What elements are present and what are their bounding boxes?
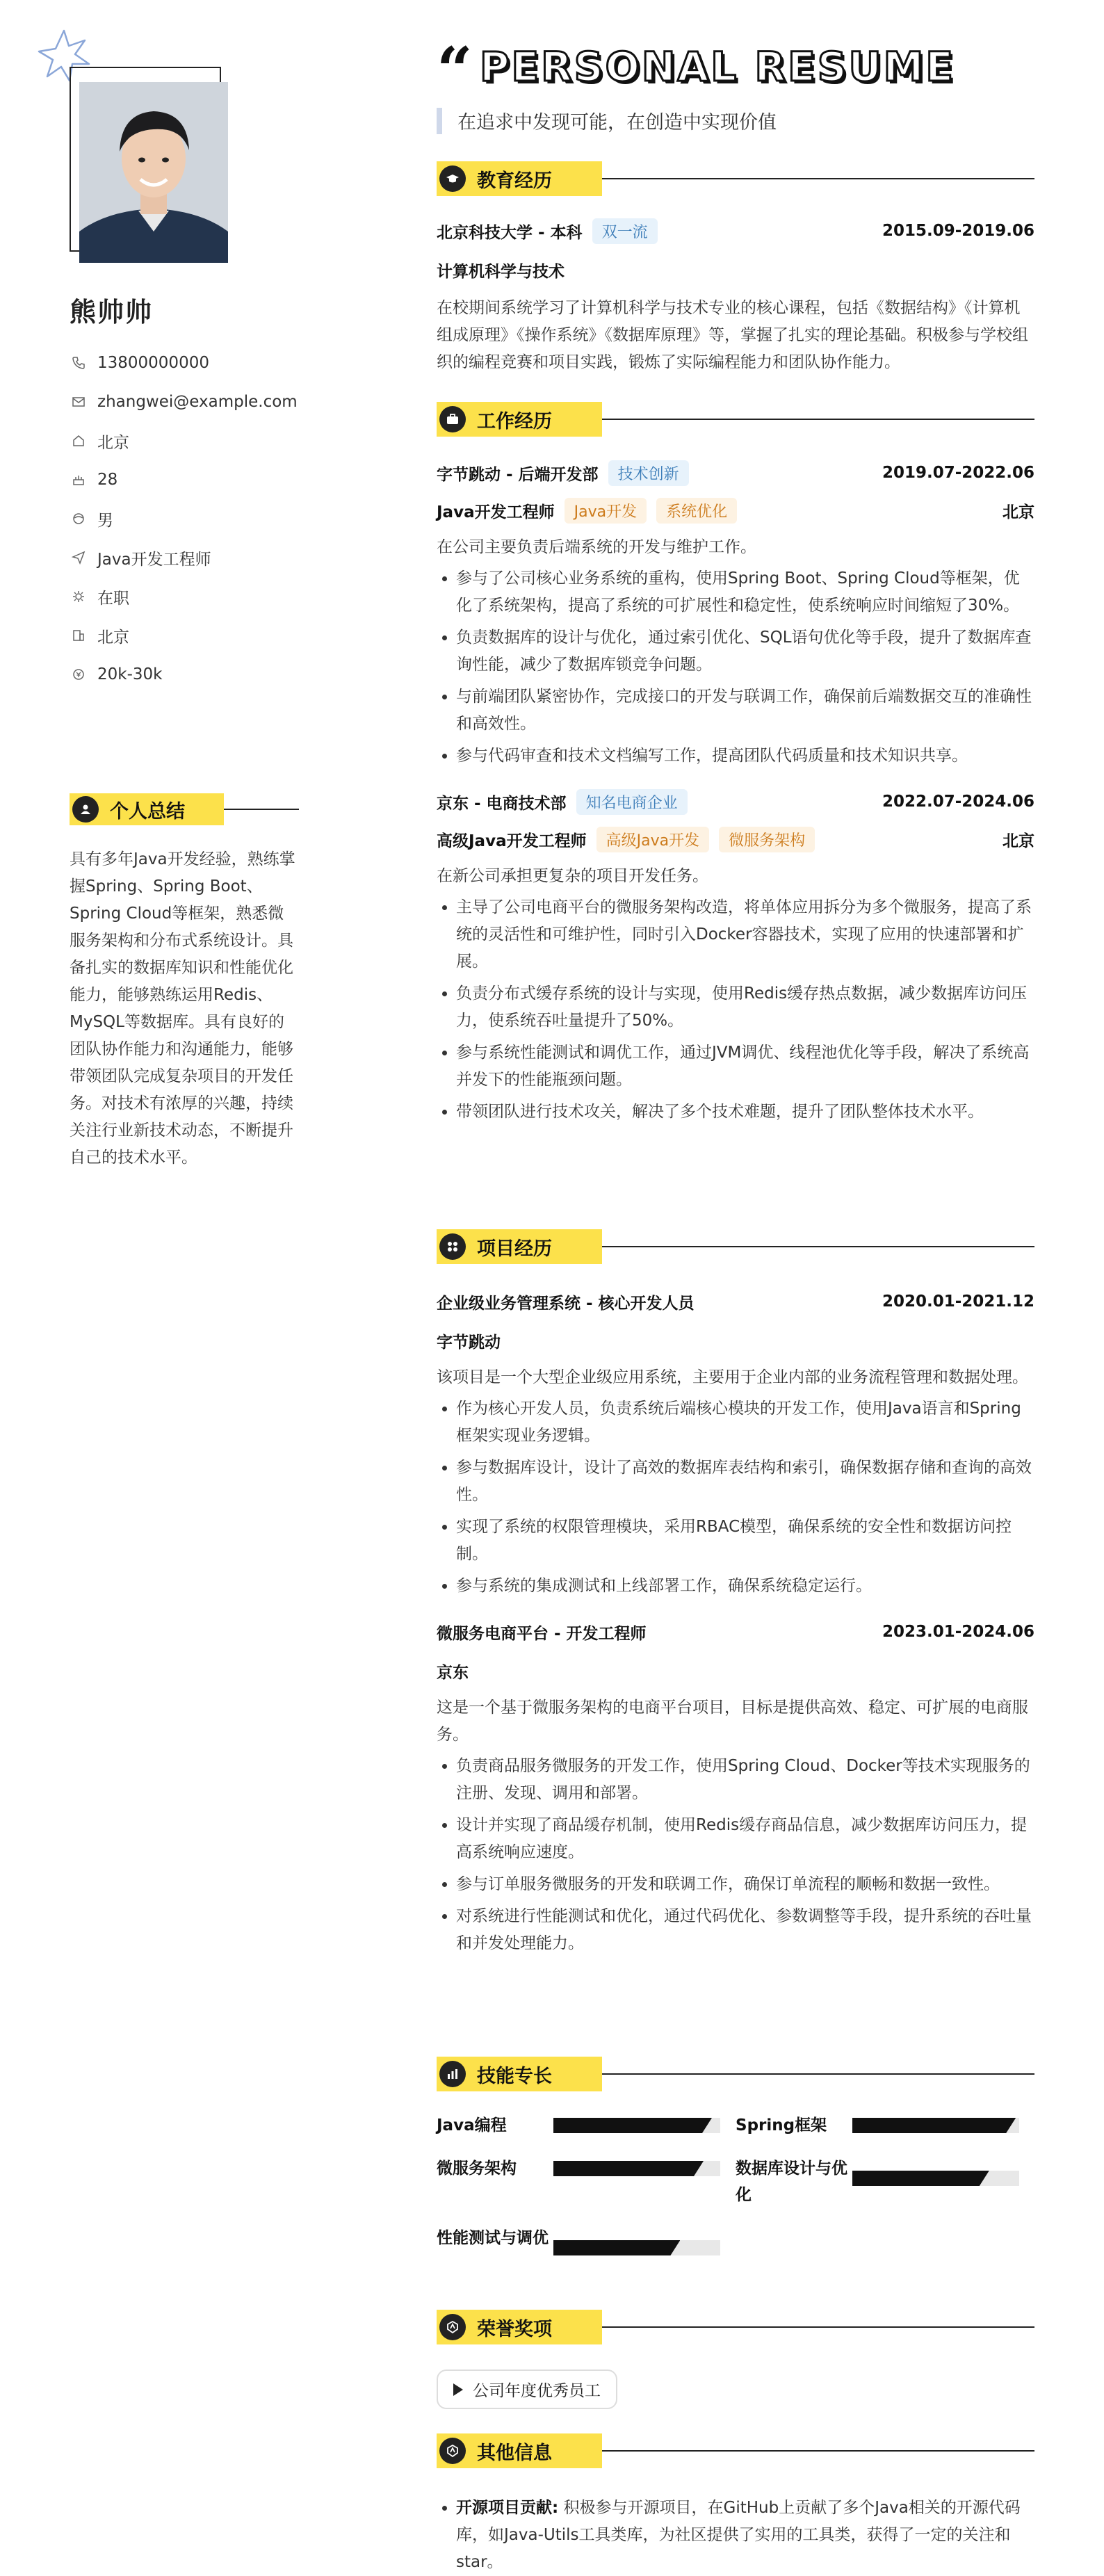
skills-section <box>437 2057 1034 2255</box>
company-name: 京东 - 电商技术部 <box>437 794 567 813</box>
info-age: 28 <box>70 460 298 499</box>
skill-bar-fill <box>852 2171 989 2186</box>
project-entry <box>437 1618 1034 1957</box>
awards-section <box>437 2310 1034 2409</box>
list-item: • 与前端团队紧密协作，完成接口的开发与联调工作，确保前后端数据交互的准确性和高效性。 <box>456 683 1034 738</box>
status-icon <box>70 588 88 606</box>
projects-section <box>437 1229 1034 1962</box>
gender-icon <box>70 510 88 528</box>
job-bullets <box>437 565 1034 770</box>
other-list <box>437 2495 1034 2576</box>
project-intro: 这是一个基于微服务架构的电商平台项目，目标是提供高效、稳定、可扩展的电商服务。 <box>437 1699 1028 1744</box>
avatar <box>79 82 228 263</box>
education-section <box>437 161 1034 376</box>
info-gender: 男 <box>70 499 298 538</box>
skill-bar <box>852 2171 1019 2186</box>
divider <box>602 1246 1034 1247</box>
list-item: • 负责数据库的设计与优化，通过索引优化、SQL语句优化等手段，提升了数据库查询性能，减少了数据库锁竞争问题。 <box>456 624 1034 679</box>
info-phone: 13800000000 <box>70 343 298 382</box>
play-icon <box>453 2383 463 2396</box>
list-item: • 参与系统性能测试和调优工作，通过JVM调优、线程池优化等手段，解决了系统高并发下的性能瓶颈问题。 <box>456 1039 1034 1094</box>
school-name: 北京科技大学 - 本科 <box>437 223 583 242</box>
salary-icon <box>70 665 88 683</box>
grid-icon <box>439 1233 466 1260</box>
education-period: 2015.09-2019.06 <box>882 222 1034 240</box>
user-icon <box>72 796 99 823</box>
skill-bar <box>553 2161 720 2176</box>
info-icon <box>439 2438 466 2464</box>
list-item: • 带领团队进行技术攻关，解决了多个技术难题，提升了团队整体技术水平。 <box>456 1099 1034 1126</box>
list-item: • 负责分布式缓存系统的设计与实现，使用Redis缓存热点数据，减少数据库访问压力，使系统吞吐量提升了50%。 <box>456 980 1034 1035</box>
divider <box>602 178 1034 179</box>
list-item: • 参与代码审查和技术文档编写工作，提高团队代码质量和技术知识共享。 <box>456 743 1034 770</box>
summary-text: 具有多年Java开发经验，熟练掌握Spring、Spring Boot、Spring Cloud等框架，熟悉微服务架构和分布式系统设计。具备扎实的数据库知识和性能优化能力，能够熟练运用Redis、MySQL等数据库。具有良好的团队协作能力和沟通能力，能够带领团队完成复杂项目的开发任务。对技术有浓厚的兴趣，持续关注行业新技术动态，不断提升自己的技术水平。 <box>70 850 295 1167</box>
divider <box>602 2326 1034 2328</box>
role-tag: 微服务架构 <box>719 827 815 852</box>
banner-title: PERSONAL RESUME <box>480 43 955 90</box>
skill-bar-fill <box>553 2161 704 2176</box>
job-intro: 在公司主要负责后端系统的开发与维护工作。 <box>437 538 756 556</box>
award-item: 公司年度优秀员工 <box>437 2370 617 2409</box>
work-section <box>437 402 1034 1131</box>
info-position: Java开发工程师 <box>70 538 298 577</box>
list-item: • 作为核心开发人员，负责系统后端核心模块的开发工作，使用Java语言和Spring框架实现业务逻辑。 <box>456 1395 1034 1450</box>
list-item <box>456 2495 1034 2576</box>
other-text: 积极参与开源项目，在GitHub上贡献了多个Java相关的开源代码库，如Java-Utils工具类库，为社区提供了实用的工具类，获得了一定的关注和star。 <box>456 2499 1021 2571</box>
sidebar <box>0 0 362 2571</box>
skill-bar-fill <box>852 2118 1016 2133</box>
resume-subtitle: 在追求中发现可能，在创造中实现价值 <box>437 107 777 134</box>
skill-bar-fill <box>553 2240 680 2255</box>
job-role: 高级Java开发工程师 <box>437 832 587 850</box>
skills-grid <box>437 2112 1034 2255</box>
info-salary: 20k-30k <box>70 655 298 694</box>
project-bullets <box>437 1753 1034 1957</box>
building-icon <box>70 626 88 645</box>
role-tag: Java开发 <box>565 498 647 524</box>
list-item: • 设计并实现了商品缓存机制，使用Redis缓存商品信息，减少数据库访问压力，提高系统响应速度。 <box>456 1812 1034 1866</box>
skill-item: 性能测试与调优 <box>437 2225 736 2255</box>
job-period: 2022.07-2024.06 <box>882 793 1034 811</box>
list-item: • 参与系统的集成测试和上线部署工作，确保系统稳定运行。 <box>456 1573 1034 1600</box>
skill-bar <box>852 2118 1019 2133</box>
education-icon <box>439 165 466 192</box>
job-role: Java开发工程师 <box>437 503 555 521</box>
company-tag: 知名电商企业 <box>576 789 688 815</box>
project-name: 微服务电商平台 - 开发工程师 <box>437 1624 647 1643</box>
summary-title: 个人总结 <box>110 800 185 823</box>
list-item: • 主导了公司电商平台的微服务架构改造，将单体应用拆分为多个微服务，提高了系统的灵活性和可维护性，同时引入Docker容器技术，实现了应用的快速部署和扩展。 <box>456 894 1034 975</box>
role-tag: 高级Java开发 <box>596 827 709 852</box>
skill-bar <box>553 2240 720 2255</box>
other-label: 开源项目贡献: <box>456 2499 559 2517</box>
divider <box>224 809 299 810</box>
summary-section <box>70 793 299 1172</box>
person-name: 熊帅帅 <box>70 297 154 327</box>
skill-bar-fill <box>553 2118 712 2133</box>
divider <box>602 2450 1034 2452</box>
project-org: 字节跳动 <box>437 1333 501 1352</box>
info-status: 在职 <box>70 577 298 616</box>
education-entry-header <box>437 217 1034 245</box>
phone-icon <box>70 354 88 372</box>
job-intro: 在新公司承担更复杂的项目开发任务。 <box>437 867 708 885</box>
major: 计算机科学与技术 <box>437 262 565 281</box>
divider <box>602 2073 1034 2075</box>
list-item: • 负责商品服务微服务的开发工作，使用Spring Cloud、Docker等技术实现服务的注册、发现、调用和部署。 <box>456 1753 1034 1807</box>
contact-info-list <box>70 343 298 694</box>
project-entry <box>437 1288 1034 1600</box>
info-location: 北京 <box>70 421 298 460</box>
skill-item: 数据库设计与优化 <box>736 2155 1034 2208</box>
job-period: 2019.07-2022.06 <box>882 464 1034 482</box>
summary-header <box>70 793 299 825</box>
skill-item: Java编程 <box>437 2112 736 2139</box>
project-period: 2023.01-2024.06 <box>882 1623 1034 1641</box>
project-org: 京东 <box>437 1663 469 1682</box>
project-period: 2020.01-2021.12 <box>882 1293 1034 1311</box>
job-bullets <box>437 894 1034 1126</box>
awards-title: 荣誉奖项 <box>477 2318 552 2340</box>
list-item: • 参与了公司核心业务系统的重构，使用Spring Boot、Spring Cloud等框架，优化了系统架构，提高了系统的可扩展性和稳定性，使系统响应时间缩短了30%。 <box>456 565 1034 619</box>
skills-title: 技能专长 <box>477 2065 552 2087</box>
work-title: 工作经历 <box>477 410 552 432</box>
list-item: • 对系统进行性能测试和优化，通过代码优化、参数调整等手段，提升系统的吞吐量和并发处理能力。 <box>456 1903 1034 1957</box>
chart-icon <box>439 2061 466 2087</box>
skill-item: Spring框架 <box>736 2112 1034 2139</box>
school-tag: 双一流 <box>592 218 658 244</box>
other-title: 其他信息 <box>477 2442 552 2464</box>
skill-bar <box>553 2118 720 2133</box>
divider <box>602 419 1034 420</box>
list-item: • 实现了系统的权限管理模块，采用RBAC模型，确保系统的安全性和数据访问控制。 <box>456 1514 1034 1568</box>
projects-title: 项目经历 <box>477 1238 552 1260</box>
quote-icon: “ <box>437 33 473 107</box>
info-target-city: 北京 <box>70 616 298 655</box>
send-icon <box>70 549 88 567</box>
subtitle-bar <box>437 108 442 134</box>
education-title: 教育经历 <box>477 170 552 192</box>
cake-icon <box>70 471 88 489</box>
job-city: 北京 <box>1002 832 1034 850</box>
job-entry <box>437 788 1034 1126</box>
company-tag: 技术创新 <box>608 460 689 486</box>
job-entry <box>437 459 1034 770</box>
skill-item: 微服务架构 <box>437 2155 736 2208</box>
role-tag: 系统优化 <box>656 498 737 524</box>
home-icon <box>70 432 88 450</box>
project-intro: 该项目是一个大型企业级应用系统，主要用于企业内部的业务流程管理和数据处理。 <box>437 1368 1028 1386</box>
award-icon <box>439 2314 466 2340</box>
project-name: 企业级业务管理系统 - 核心开发人员 <box>437 1294 695 1313</box>
briefcase-icon <box>439 406 466 432</box>
company-name: 字节跳动 - 后端开发部 <box>437 465 599 484</box>
job-city: 北京 <box>1002 503 1034 521</box>
list-item: • 参与订单服务微服务的开发和联调工作，确保订单流程的顺畅和数据一致性。 <box>456 1871 1034 1898</box>
other-section <box>437 2433 1034 2576</box>
info-email: zhangwei@example.com <box>70 382 298 421</box>
project-bullets <box>437 1395 1034 1600</box>
education-description: 在校期间系统学习了计算机科学与技术专业的核心课程，包括《数据结构》《计算机组成原理》《操作系统》《数据库原理》等，掌握了扎实的理论基础。积极参与学校组织的编程竞赛和项目实践，锻炼了实际编程能力和团队协作能力。 <box>437 299 1028 371</box>
list-item: • 参与数据库设计，设计了高效的数据库表结构和索引，确保数据存储和查询的高效性。 <box>456 1455 1034 1509</box>
mail-icon <box>70 393 88 411</box>
